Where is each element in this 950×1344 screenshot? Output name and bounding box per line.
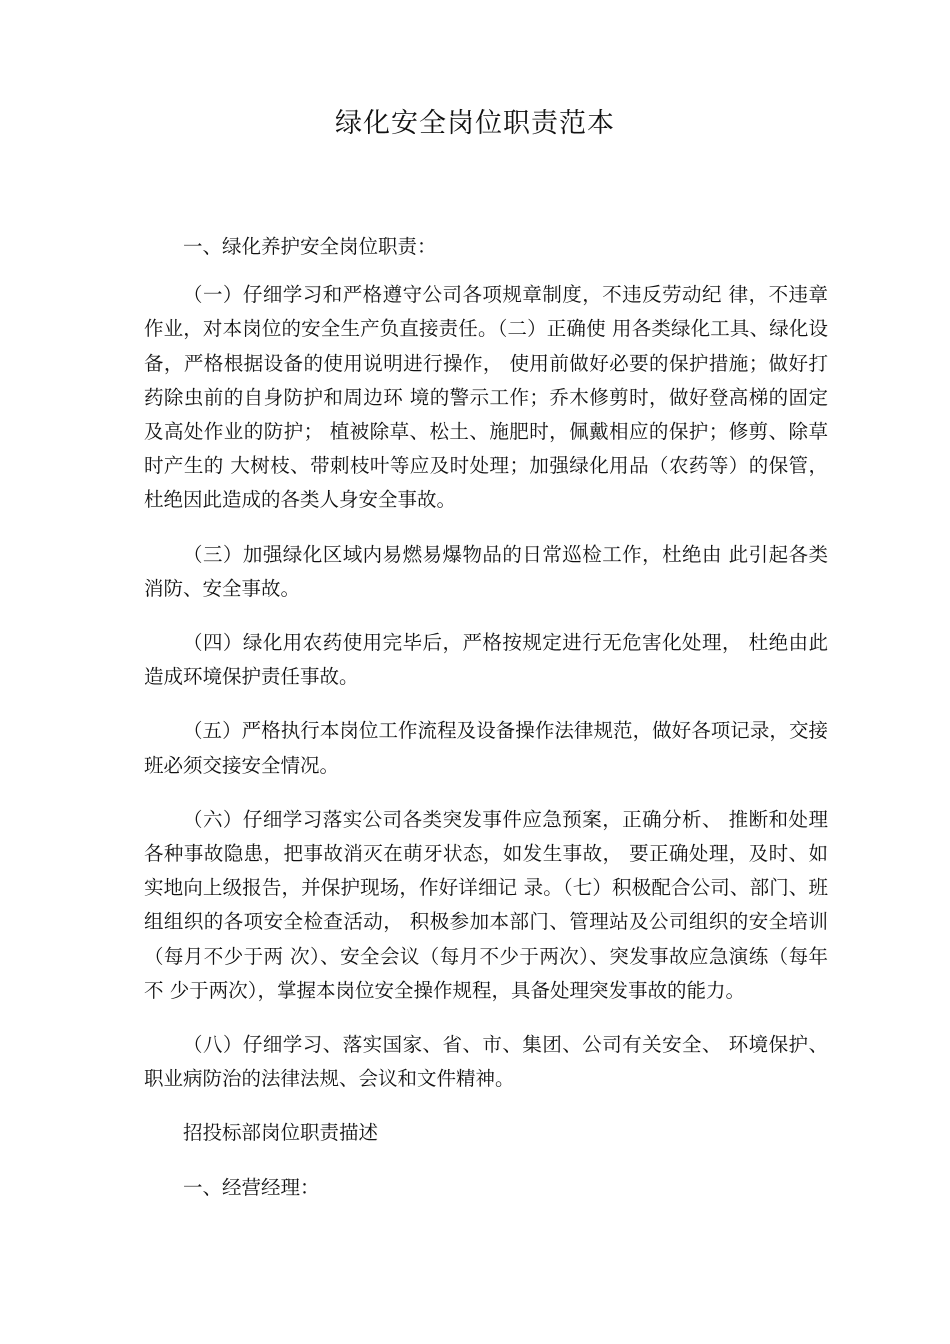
document-title: 绿化安全岗位职责范本 — [335, 108, 615, 139]
document-body — [144, 230, 828, 1205]
paragraph-4: （四）绿化用农药使用完毕后，严格按规定进行无危害化处理， 杜绝由此造成环境保护责任事故。 — [144, 631, 828, 689]
section-heading-bidding: 招投标部岗位职责描述 — [183, 1121, 379, 1145]
paragraph-6-7: （六）仔细学习落实公司各类突发事件应急预案，正确分析、 推断和处理各种事故隐患，把事故消灭在萌牙状态，如发生事故， 要正确处理，及时、如实地向上级报告，并保护现场，作好详细记 录。（七）积极配合公司、部门、班组组织的各项安全检查活动， 积极参加本部门、管理站及公司组织的安全培训（每月不少于两 次）、安全会议（每月不少于两次）、突发事故应急演练（每年不 少于两次），掌握本岗位安全操作规程，具备处理突发事故的能力。 — [144, 807, 828, 1002]
subsection-heading-manager: 一、经营经理： — [183, 1175, 320, 1199]
paragraph-1-2: （一）仔细学习和严格遵守公司各项规章制度，不违反劳动纪 律，不违章作业，对本岗位的安全生产负直接责任。（二）正确使 用各类绿化工具、绿化设备，严格根据设备的使用说明进行操作， 使用前做好必要的保护措施；做好打药除虫前的自身防护和周边环 境的警示工作；乔木修剪时，做好登高梯的固定及高处作业的防护； 植被除草、松土、施肥时，佩戴相应的保护；修剪、除草时产生的 大树枝、带刺枝叶等应及时处理；加强绿化用品（农药等）的保管， 杜绝因此造成的各类人身安全事故。 — [144, 283, 828, 512]
paragraph-3: （三）加强绿化区域内易燃易爆物品的日常巡检工作，杜绝由 此引起各类消防、安全事故。 — [144, 542, 828, 600]
paragraph-8: （八）仔细学习、落实国家、省、市、集团、公司有关安全、 环境保护、职业病防治的法律法规、会议和文件精神。 — [144, 1033, 828, 1091]
paragraph-5: （五）严格执行本岗位工作流程及设备操作法律规范，做好各项记录，交接班必须交接安全情况。 — [144, 719, 828, 777]
section-heading-green-maintenance: 一、绿化养护安全岗位职责： — [183, 235, 437, 258]
